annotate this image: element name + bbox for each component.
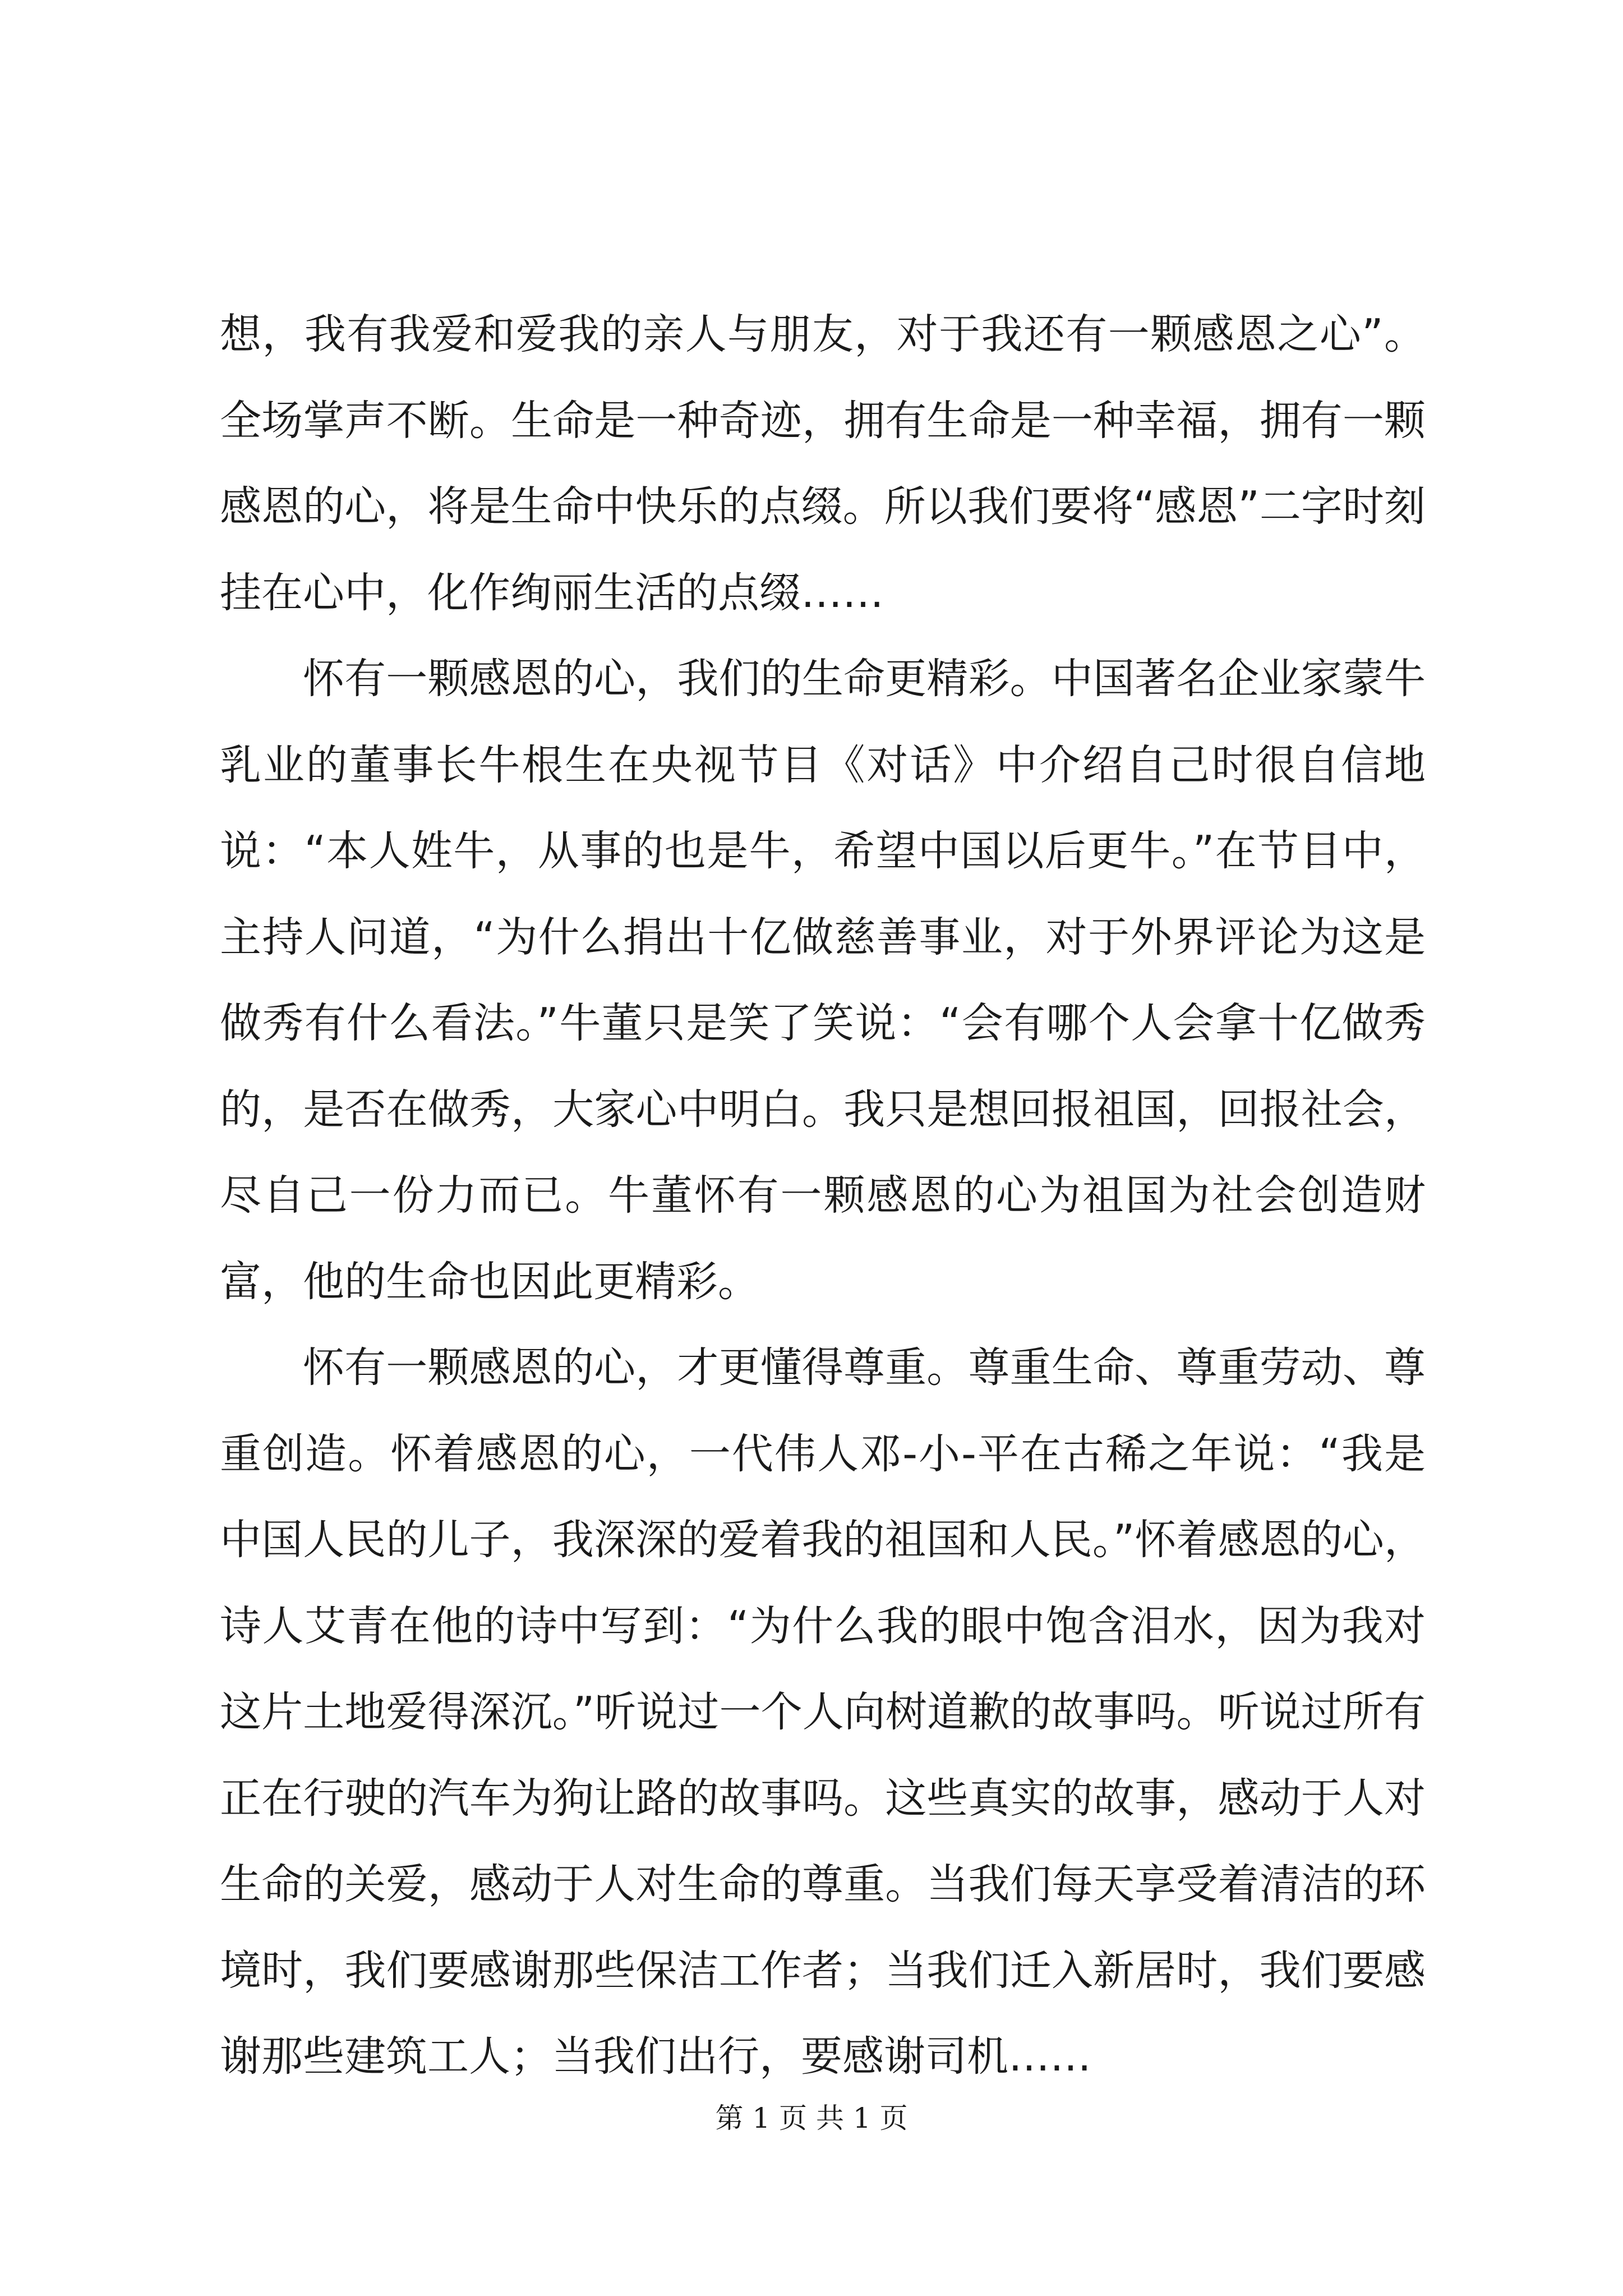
paragraph-1: 想，我有我爱和爱我的亲人与朋友，对于我还有一颗感恩之心”。全场掌声不断。生命是一种奇迹，拥有生命是一种幸福，拥有一颗感恩的心，将是生命中快乐的点缀。所以我们要将“感恩”二字时刻挂在心中，化作绚丽生活的点缀……	[220, 310, 1426, 617]
paragraph-3: 怀有一颗感恩的心，才更懂得尊重。尊重生命、尊重劳动、尊重创造。怀着感恩的心，一代伟人邓-小-平在古稀之年说：“我是中国人民的儿子，我深深的爱着我的祖国和人民。”怀着感恩的心，诗人艾青在他的诗中写到：“为什么我的眼中饱含泪水，因为我对这片土地爱得深沉。”听说过一个人向树道歉的故事吗。听说过所有正在行驶的汽车为狗让路的故事吗。这些真实的故事，感动于人对生命的关爱，感动于人对生命的尊重。当我们每天享受着清洁的环境时，我们要感谢那些保洁工作者；当我们迁入新居时，我们要感谢那些建筑工人；当我们出行，要感谢司机……	[220, 1343, 1426, 2081]
paragraph-2: 怀有一颗感恩的心，我们的生命更精彩。中国著名企业家蒙牛乳业的董事长牛根生在央视节目《对话》中介绍自己时很自信地说：“本人姓牛，从事的也是牛，希望中国以后更牛。”在节目中，主持人问道，“为什么捐出十亿做慈善事业，对于外界评论为这是做秀有什么看法。”牛董只是笑了笑说：“会有哪个人会拿十亿做秀的，是否在做秀，大家心中明白。我只是想回报祖国，回报社会，尽自己一份力而已。牛董怀有一颗感恩的心为祖国为社会创造财富，他的生命也因此更精彩。	[220, 655, 1426, 1306]
page-footer: 第 1 页 共 1 页	[715, 2102, 908, 2134]
document-body	[220, 292, 1426, 2100]
